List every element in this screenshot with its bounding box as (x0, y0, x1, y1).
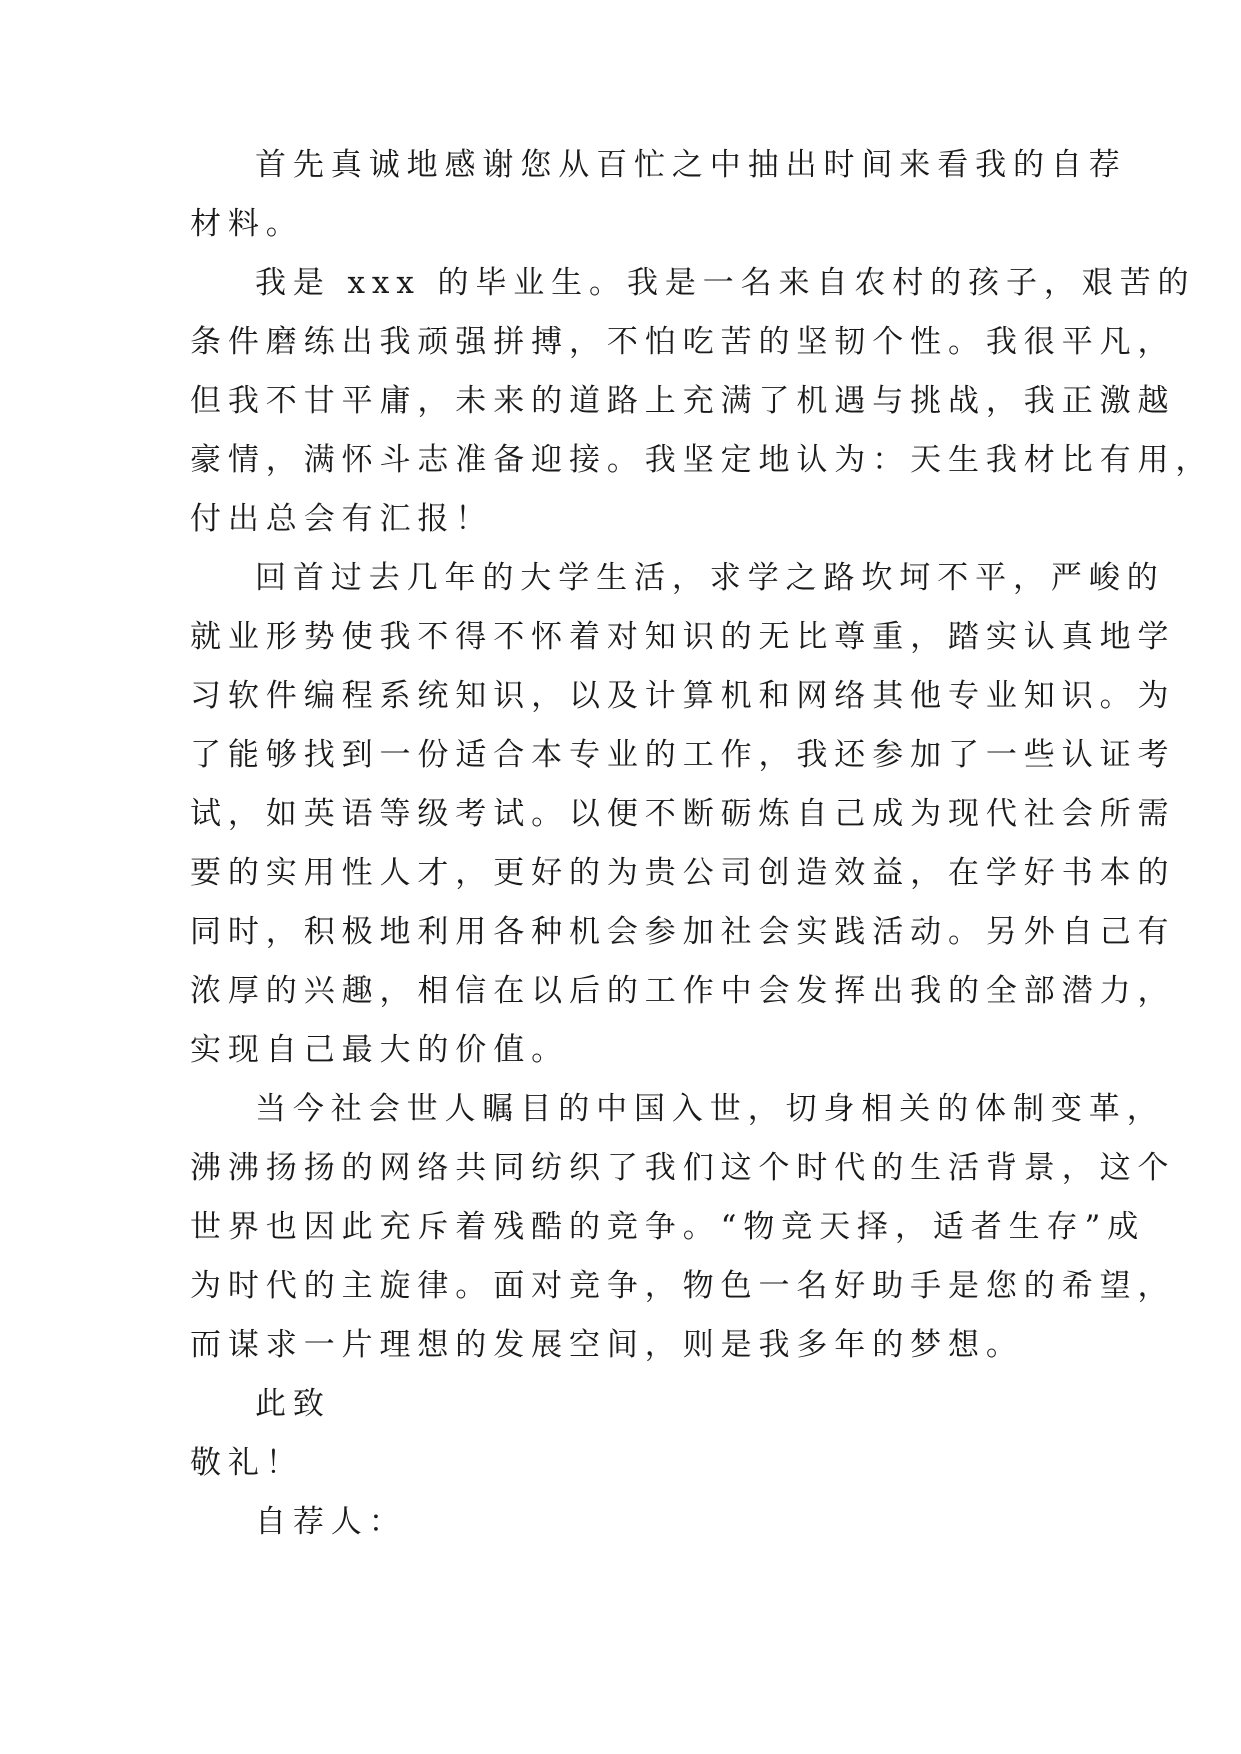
paragraph-4-line-1: 当今社会世人瞩目的中国入世，切身相关的体制变革， (255, 1091, 1165, 1127)
paragraph-3-line-6: 要的实用性人才，更好的为贵公司创造效益，在学好书本的 (190, 855, 1176, 891)
paragraph-4-line-3: 世界也因此充斥着残酷的竞争。“物竞天择，适者生存”成 (190, 1209, 1146, 1245)
paragraph-3-line-8: 浓厚的兴趣，相信在以后的工作中会发挥出我的全部潜力， (190, 973, 1176, 1009)
paragraph-3-line-7: 同时，积极地利用各种机会参加社会实践活动。另外自己有 (190, 914, 1176, 950)
paragraph-2-line-1: 我是 xxx 的毕业生。我是一名来自农村的孩子，艰苦的 (255, 265, 1196, 301)
paragraph-2-line-3: 但我不甘平庸，未来的道路上充满了机遇与挑战，我正激越 (190, 383, 1176, 419)
paragraph-2-line-5: 付出总会有汇报！ (190, 501, 494, 537)
paragraph-4-line-5: 而谋求一片理想的发展空间，则是我多年的梦想。 (190, 1327, 1024, 1363)
closing-signature: 自荐人： (255, 1504, 407, 1540)
paragraph-2-line-2: 条件磨练出我顽强拼搏，不怕吃苦的坚韧个性。我很平凡， (190, 324, 1176, 360)
paragraph-3-line-5: 试，如英语等级考试。以便不断砺炼自己成为现代社会所需 (190, 796, 1176, 832)
letter-body (190, 136, 1214, 1552)
paragraph-3-line-4: 了能够找到一份适合本专业的工作，我还参加了一些认证考 (190, 737, 1176, 773)
paragraph-1-line-2: 材料。 (190, 206, 304, 242)
paragraph-3-line-2: 就业形势使我不得不怀着对知识的无比尊重，踏实认真地学 (190, 619, 1176, 655)
paragraph-4-line-4: 为时代的主旋律。面对竞争，物色一名好助手是您的希望， (190, 1268, 1176, 1304)
closing-regards: 敬礼！ (190, 1445, 304, 1481)
paragraph-2-line-4: 豪情，满怀斗志准备迎接。我坚定地认为：天生我材比有用， (190, 442, 1214, 478)
closing-salutation: 此致 (255, 1386, 331, 1422)
paragraph-3-line-1: 回首过去几年的大学生活，求学之路坎坷不平，严峻的 (255, 560, 1165, 596)
paragraph-4-line-2: 沸沸扬扬的网络共同纺织了我们这个时代的生活背景，这个 (190, 1150, 1176, 1186)
paragraph-3-line-9: 实现自己最大的价值。 (190, 1032, 569, 1068)
paragraph-3-line-3: 习软件编程系统知识，以及计算机和网络其他专业知识。为 (190, 678, 1176, 714)
paragraph-1-line-1: 首先真诚地感谢您从百忙之中抽出时间来看我的自荐 (255, 147, 1127, 183)
